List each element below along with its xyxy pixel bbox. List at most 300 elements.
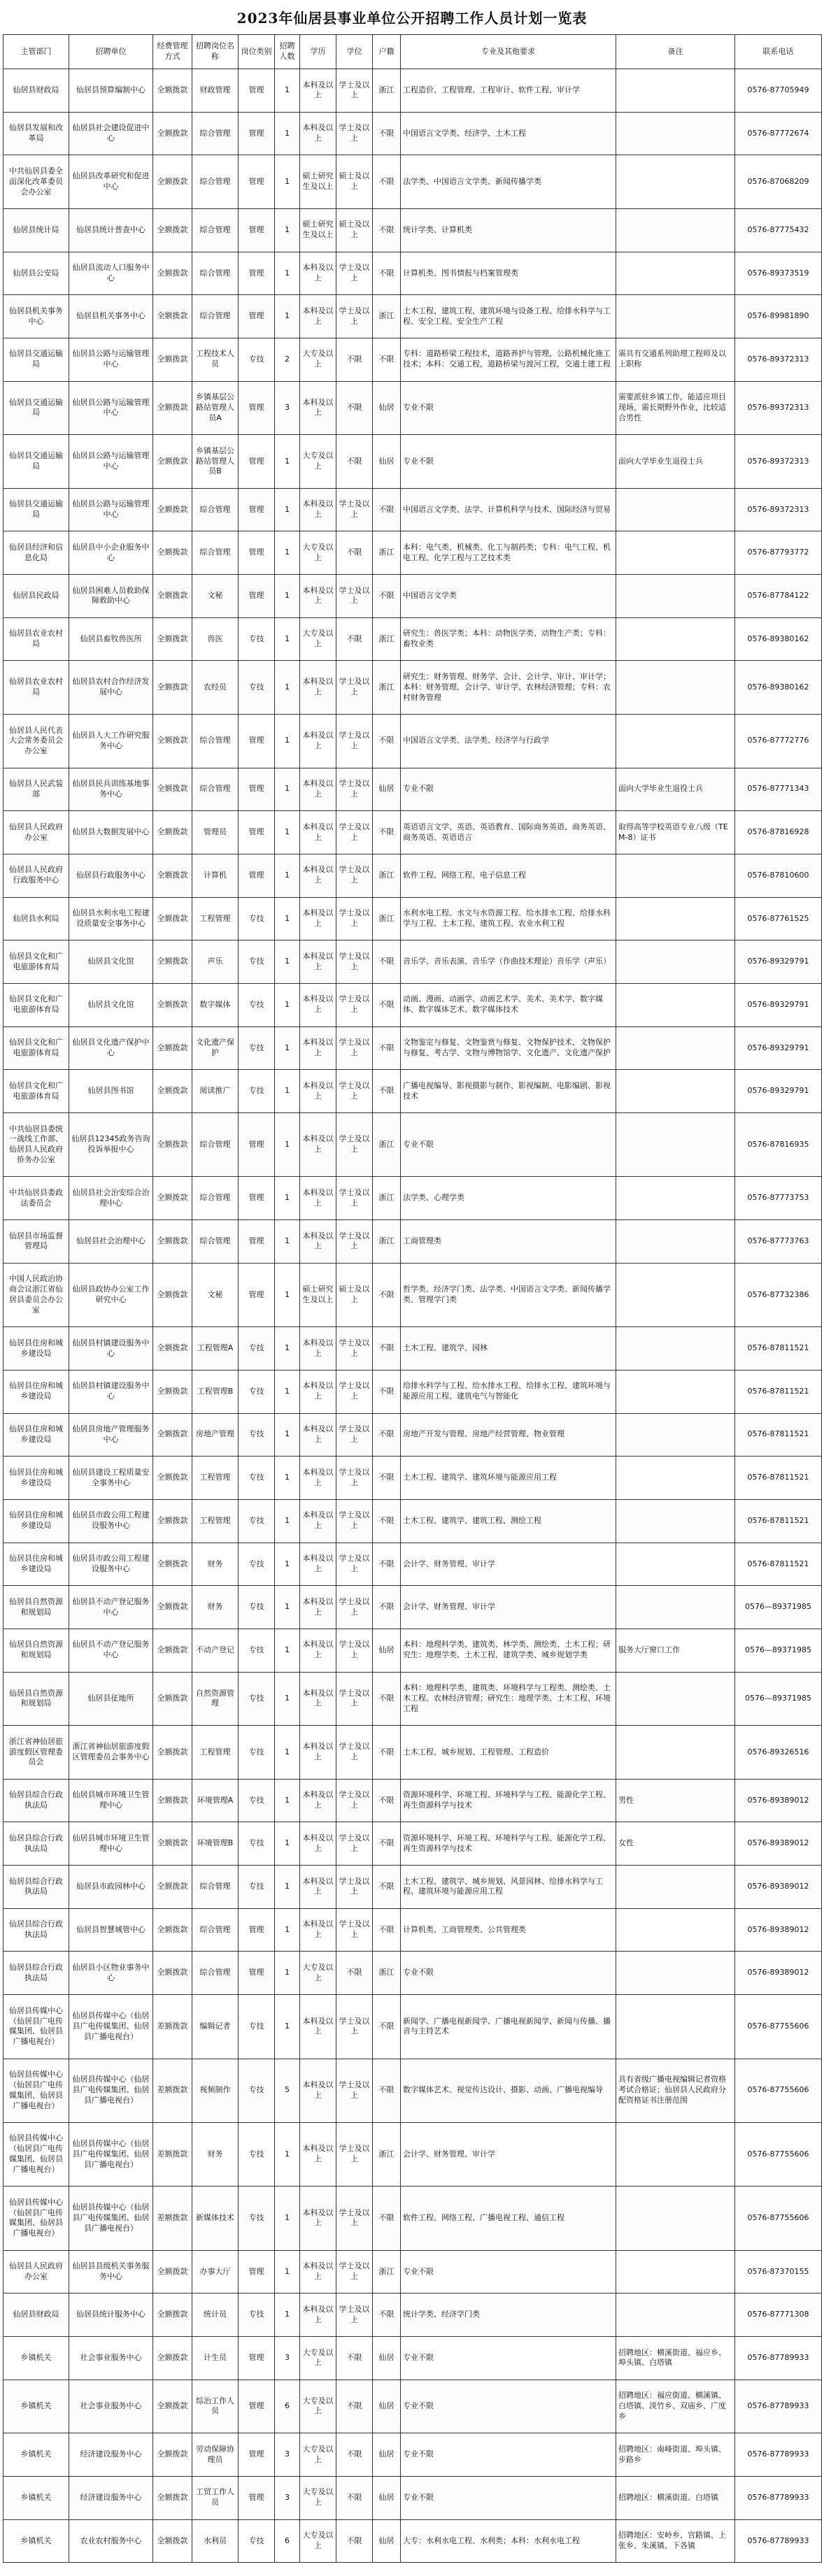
cell-count: 1 [275,897,300,940]
cell-dept: 仙居县经济和信息化局 [3,531,69,575]
cell-education: 本科及以上 [300,575,336,618]
table-row [3,2122,822,2186]
cell-category: 专技 [239,1822,275,1866]
cell-count: 1 [275,435,300,489]
cell-hukou: 浙江 [373,854,401,897]
cell-degree: 学士及以上 [336,811,373,854]
cell-remarks: 具有省级广播电视编辑记者资格考试合格证；仙居县人民政府分配资格证书注册范围 [616,2059,735,2122]
cell-category: 专技 [239,1070,275,1113]
cell-dept: 中共仙居县委统一战线工作部、仙居县人民政府侨务办公室 [3,1113,69,1177]
cell-requirements: 土木工程、建筑学、建筑环境与能源应用工程 [401,1457,616,1500]
cell-phone: 0576-89329791 [735,983,822,1026]
cell-dept: 仙居县交通运输局 [3,488,69,531]
recruitment-table [3,34,822,2563]
cell-position: 乡镇基层公路站管理人员B [192,435,239,489]
cell-phone: 0576-87789933 [735,2476,822,2519]
cell-count: 1 [275,575,300,618]
cell-position: 综合管理 [192,1113,239,1177]
cell-category: 专技 [239,338,275,381]
cell-requirements: 中国语言文学类、经济学、土木工程 [401,112,616,155]
cell-education: 本科及以上 [300,1327,336,1371]
table-row [3,1995,822,2059]
cell-degree: 不限 [336,381,373,435]
cell-hukou: 不限 [373,1779,401,1822]
table-row [3,1413,822,1457]
table-row [3,2380,822,2433]
cell-remarks [616,897,735,940]
cell-position: 综合管理 [192,252,239,295]
cell-remarks [616,1908,735,1952]
table-row [3,854,822,897]
cell-phone: 0576-87772674 [735,112,822,155]
cell-dept: 仙居县交通运输局 [3,435,69,489]
table-row [3,1952,822,1995]
cell-degree: 学士及以上 [336,1499,373,1543]
cell-funding: 全额拨款 [153,1586,192,1629]
cell-degree: 学士及以上 [336,1995,373,2059]
cell-degree: 学士及以上 [336,1629,373,1672]
header-row [3,35,822,69]
cell-remarks [616,1327,735,1371]
cell-degree: 硕士及以上 [336,208,373,252]
cell-degree: 学士及以上 [336,983,373,1026]
cell-education: 本科及以上 [300,295,336,338]
cell-hukou: 不限 [373,1822,401,1866]
cell-position: 综合管理 [192,1908,239,1952]
cell-hukou: 不限 [373,208,401,252]
table-row [3,1327,822,1371]
cell-unit: 仙居县政协办公室工作研究中心 [69,1263,153,1326]
cell-unit: 仙居县公路与运输管理中心 [69,338,153,381]
cell-count: 1 [275,295,300,338]
cell-dept: 仙居县住房和城乡建设局 [3,1457,69,1500]
cell-phone: 0576-87811521 [735,1457,822,1500]
cell-hukou: 不限 [373,488,401,531]
cell-category: 专技 [239,2122,275,2186]
cell-phone: 0576-87761525 [735,897,822,940]
cell-count: 1 [275,715,300,768]
cell-degree: 学士及以上 [336,1327,373,1371]
column-header-count: 招聘人数 [275,35,300,69]
cell-requirements: 统计学类、经济学门类 [401,2294,616,2337]
cell-remarks [616,1220,735,1264]
cell-education: 本科及以上 [300,1457,336,1500]
cell-phone: 0576-87793772 [735,531,822,575]
cell-hukou: 不限 [373,338,401,381]
cell-degree: 学士及以上 [336,1543,373,1586]
cell-dept: 仙居县市场监督管理局 [3,1220,69,1264]
cell-dept: 仙居县自然资源和规划局 [3,1586,69,1629]
cell-unit: 浙江省神仙居旅游度假区管理委员会事务中心 [69,1726,153,1780]
cell-hukou: 不限 [373,1866,401,1909]
cell-position: 综合管理 [192,1177,239,1220]
cell-position: 文秘 [192,1263,239,1326]
table-row [3,2519,822,2563]
cell-funding: 全额拨款 [153,811,192,854]
cell-dept: 仙居县交通运输局 [3,338,69,381]
cell-position: 工程管理 [192,1457,239,1500]
cell-dept: 仙居县人民政府行政服务中心 [3,854,69,897]
table-row [3,155,822,209]
cell-count: 1 [275,1220,300,1264]
table-row [3,208,822,252]
cell-remarks [616,252,735,295]
cell-education: 硕士研究生及以上 [300,1263,336,1326]
cell-funding: 全额拨款 [153,617,192,661]
cell-phone: 0576-89372313 [735,488,822,531]
cell-degree: 学士及以上 [336,575,373,618]
cell-unit: 仙居县村镇建设服务中心 [69,1327,153,1371]
cell-remarks: 需要派驻乡镇工作，能适应项目现场，需长期野外作业，比较适合男性 [616,381,735,435]
cell-funding: 全额拨款 [153,575,192,618]
cell-count: 1 [275,1070,300,1113]
cell-requirements: 文物鉴定与修复、文物鉴赏与修复、文物保护技术、文物保护与修复、考古学、文物与博物馆学、文化遗产、文化遗产保护 [401,1026,616,1070]
cell-count: 1 [275,1327,300,1371]
cell-requirements: 土木工程、城乡规划、工程管理、工程造价 [401,1726,616,1780]
cell-position: 财政管理 [192,69,239,113]
cell-dept: 仙居县综合行政执法局 [3,1779,69,1822]
cell-education: 本科及以上 [300,1370,336,1413]
cell-hukou: 不限 [373,2294,401,2337]
cell-unit: 仙居县改革研究和促进中心 [69,155,153,209]
cell-funding: 全额拨款 [153,1543,192,1586]
cell-degree: 不限 [336,2380,373,2433]
cell-unit: 仙居县不动产登记服务中心 [69,1629,153,1672]
cell-hukou: 仙居 [373,381,401,435]
cell-phone: 0576-87771343 [735,768,822,811]
cell-funding: 全额拨款 [153,1370,192,1413]
cell-remarks: 取得高等学校英语专业八级（TEM-8）证书 [616,811,735,854]
cell-unit: 仙居县文化遗产保护中心 [69,1026,153,1070]
cell-requirements: 中国语言文学类 [401,575,616,618]
cell-phone: 0576-87775432 [735,208,822,252]
cell-position: 计生员 [192,2337,239,2380]
cell-remarks [616,983,735,1026]
page-title: 2023年仙居县事业单位公开招聘工作人员计划一览表 [236,10,588,27]
table-row [3,1113,822,1177]
cell-dept: 中共仙居县委政法委员会 [3,1177,69,1220]
cell-funding: 全额拨款 [153,768,192,811]
cell-education: 大专及以上 [300,2433,336,2477]
cell-dept: 仙居县人民武装部 [3,768,69,811]
cell-phone: 0576—89371985 [735,1629,822,1672]
cell-remarks [616,1113,735,1177]
table-row [3,69,822,113]
cell-dept: 仙居县综合行政执法局 [3,1952,69,1995]
cell-degree: 学士及以上 [336,1026,373,1070]
table-row [3,715,822,768]
cell-remarks [616,1457,735,1500]
table-row [3,295,822,338]
cell-hukou: 浙江 [373,295,401,338]
cell-requirements: 会计学、财务管理、审计学 [401,1543,616,1586]
cell-category: 管理 [239,69,275,113]
cell-hukou: 不限 [373,1726,401,1780]
cell-requirements: 专业不限 [401,2250,616,2294]
cell-funding: 全额拨款 [153,1457,192,1500]
cell-unit: 仙居县不动产登记服务中心 [69,1586,153,1629]
cell-funding: 全额拨款 [153,295,192,338]
cell-count: 1 [275,661,300,715]
cell-hukou: 浙江 [373,531,401,575]
cell-funding: 全额拨款 [153,112,192,155]
cell-education: 大专及以上 [300,531,336,575]
cell-education: 本科及以上 [300,112,336,155]
cell-hukou: 仙居 [373,1629,401,1672]
table-row [3,2294,822,2337]
cell-funding: 差额拨款 [153,2122,192,2186]
cell-requirements: 专业不限 [401,381,616,435]
column-header-dept: 主管部门 [3,35,69,69]
cell-unit: 仙居县人大工作研究服务中心 [69,715,153,768]
cell-dept: 乡镇机关 [3,2519,69,2563]
cell-position: 综合管理 [192,208,239,252]
cell-requirements: 专业不限 [401,1113,616,1177]
cell-requirements: 哲学类、经济学门类、法学类、中国语言文学类、新闻传播学类、管理学门类 [401,1263,616,1326]
cell-education: 本科及以上 [300,1413,336,1457]
column-header-unit: 招聘单位 [69,35,153,69]
table-row [3,983,822,1026]
table-row [3,488,822,531]
cell-count: 1 [275,768,300,811]
cell-education: 本科及以上 [300,488,336,531]
cell-count: 1 [275,112,300,155]
cell-remarks [616,1952,735,1995]
cell-phone: 0576-89389012 [735,1822,822,1866]
cell-requirements: 专业不限 [401,435,616,489]
cell-hukou: 不限 [373,1070,401,1113]
cell-funding: 全额拨款 [153,2337,192,2380]
cell-requirements: 计算机类、图书情报与档案管理类 [401,252,616,295]
cell-remarks [616,940,735,984]
cell-hukou: 仙居 [373,435,401,489]
cell-phone: 0576-87771308 [735,2294,822,2337]
cell-funding: 全额拨款 [153,715,192,768]
cell-unit: 仙居县建设工程质量安全事务中心 [69,1457,153,1500]
cell-count: 1 [275,1370,300,1413]
cell-funding: 全额拨款 [153,1413,192,1457]
cell-requirements: 土木工程、建筑工程、建筑环境与设备工程、给排水科学与工程、安全工程、安全生产工程 [401,295,616,338]
cell-position: 兽医 [192,617,239,661]
cell-degree: 学士及以上 [336,112,373,155]
cell-phone: 0576-87810600 [735,854,822,897]
cell-hukou: 浙江 [373,617,401,661]
cell-remarks: 需具有交通系列助理工程师及以上职称 [616,338,735,381]
cell-remarks [616,112,735,155]
cell-unit: 仙居县社会治理中心 [69,1220,153,1264]
cell-funding: 全额拨款 [153,940,192,984]
column-header-hukou: 户籍 [373,35,401,69]
cell-funding: 全额拨款 [153,155,192,209]
cell-phone: 0576-89329791 [735,1026,822,1070]
cell-hukou: 浙江 [373,1177,401,1220]
cell-dept: 乡镇机关 [3,2476,69,2519]
cell-category: 管理 [239,2250,275,2294]
table-row [3,1726,822,1780]
cell-requirements: 会计学、财务管理、审计学 [401,2122,616,2186]
cell-phone: 0576-89329791 [735,940,822,984]
cell-position: 统计员 [192,2294,239,2337]
cell-funding: 全额拨款 [153,1672,192,1726]
cell-phone: 0576-87811521 [735,1413,822,1457]
cell-degree: 不限 [336,617,373,661]
cell-category: 管理 [239,854,275,897]
cell-count: 1 [275,854,300,897]
cell-phone: 0576-87816935 [735,1113,822,1177]
cell-remarks [616,661,735,715]
cell-degree: 不限 [336,531,373,575]
table-row [3,617,822,661]
cell-unit: 仙居县文化馆 [69,940,153,984]
cell-degree: 不限 [336,2476,373,2519]
cell-category: 管理 [239,1263,275,1326]
cell-position: 自然资源管理 [192,1672,239,1726]
table-row [3,1499,822,1543]
cell-requirements: 大专：水利水电工程、水利类；本科：水利水电工程 [401,2519,616,2563]
table-row [3,1543,822,1586]
cell-education: 本科及以上 [300,2122,336,2186]
cell-funding: 全额拨款 [153,2294,192,2337]
table-row [3,1908,822,1952]
cell-count: 1 [275,1952,300,1995]
cell-unit: 仙居县房地产管理服务中心 [69,1413,153,1457]
cell-dept: 仙居县统计局 [3,208,69,252]
cell-position: 水利员 [192,2519,239,2563]
cell-hukou: 仙居 [373,768,401,811]
cell-unit: 社会事业服务中心 [69,2337,153,2380]
cell-phone: 0576-89380162 [735,617,822,661]
column-header-position: 招聘岗位名称 [192,35,239,69]
cell-remarks: 男性 [616,1779,735,1822]
cell-unit: 农业农村服务中心 [69,2519,153,2563]
cell-remarks [616,295,735,338]
cell-position: 房地产管理 [192,1413,239,1457]
cell-count: 1 [275,1908,300,1952]
cell-funding: 全额拨款 [153,854,192,897]
cell-dept: 仙居县民政局 [3,575,69,618]
cell-degree: 学士及以上 [336,2059,373,2122]
cell-funding: 全额拨款 [153,1113,192,1177]
cell-unit: 仙居县12345政务咨询投诉举报中心 [69,1113,153,1177]
cell-requirements: 土木工程、建筑学、园林 [401,1327,616,1371]
table-row [3,1370,822,1413]
cell-dept: 仙居县文化和广电旅游体育局 [3,983,69,1026]
cell-dept: 仙居县住房和城乡建设局 [3,1499,69,1543]
cell-funding: 全额拨款 [153,1629,192,1672]
cell-phone: 0576-87773753 [735,1177,822,1220]
cell-unit: 仙居县传媒中心（仙居县广电传媒集团、仙居县广播电视台） [69,2059,153,2122]
cell-phone: 0576-89329791 [735,1070,822,1113]
cell-hukou: 不限 [373,1586,401,1629]
cell-category: 专技 [239,617,275,661]
cell-count: 1 [275,811,300,854]
table-row [3,940,822,984]
cell-dept: 仙居县传媒中心（仙居县广电传媒集团、仙居县广播电视台） [3,2187,69,2250]
cell-dept: 仙居县发展和改革局 [3,112,69,155]
cell-phone: 0576-87811521 [735,1327,822,1371]
cell-requirements: 法学类、心理学类 [401,1177,616,1220]
cell-dept: 仙居县文化和广电旅游体育局 [3,1026,69,1070]
cell-dept: 仙居县机关事务中心 [3,295,69,338]
cell-count: 1 [275,1995,300,2059]
cell-category: 专技 [239,897,275,940]
cell-hukou: 浙江 [373,69,401,113]
cell-category: 管理 [239,252,275,295]
cell-phone: 0576-87705949 [735,69,822,113]
cell-count: 1 [275,531,300,575]
cell-education: 大专及以上 [300,2380,336,2433]
cell-position: 综合管理 [192,715,239,768]
table-row [3,811,822,854]
cell-requirements: 新闻学、广播电视新闻学、广播电视新闻学、新闻与传播、播音与主持艺术 [401,1995,616,2059]
table-row [3,2250,822,2294]
cell-dept: 仙居县自然资源和规划局 [3,1672,69,1726]
cell-requirements: 专业不限 [401,2433,616,2477]
cell-degree: 学士及以上 [336,295,373,338]
cell-count: 1 [275,1543,300,1586]
cell-education: 本科及以上 [300,940,336,984]
cell-unit: 仙居县小区物业事务中心 [69,1952,153,1995]
cell-remarks [616,1543,735,1586]
cell-position: 综合管理 [192,768,239,811]
cell-requirements: 数字媒体艺术、视觉传达设计、摄影、动画、广播电视编导 [401,2059,616,2122]
cell-degree: 学士及以上 [336,2122,373,2186]
cell-degree: 学士及以上 [336,1822,373,1866]
cell-count: 3 [275,381,300,435]
cell-count: 1 [275,208,300,252]
cell-category: 专技 [239,1026,275,1070]
cell-degree: 学士及以上 [336,661,373,715]
cell-hukou: 不限 [373,715,401,768]
cell-dept: 仙居县综合行政执法局 [3,1866,69,1909]
cell-phone: 0576-87784122 [735,575,822,618]
cell-education: 本科及以上 [300,768,336,811]
cell-requirements: 英语语言文学、英语、英语教育、国际商务英语、商务英语、商务英语、英语语言 [401,811,616,854]
cell-count: 1 [275,2122,300,2186]
cell-requirements: 本科：地理科学类、建筑类、林学类、测绘类、土木工程；研究生：地理学类、土木工程、建筑学类、城乡规划学类 [401,1629,616,1672]
cell-degree: 不限 [336,2337,373,2380]
cell-hukou: 仙居 [373,2337,401,2380]
cell-education: 本科及以上 [300,1995,336,2059]
cell-unit: 仙居县民兵训练基地事务中心 [69,768,153,811]
cell-hukou: 浙江 [373,2250,401,2294]
cell-dept: 浙江省神仙居旅游度假区管理委员会 [3,1726,69,1780]
cell-degree: 学士及以上 [336,1070,373,1113]
cell-education: 硕士研究生及以上 [300,208,336,252]
cell-position: 工程技术人员 [192,338,239,381]
cell-remarks [616,1370,735,1413]
cell-requirements: 水利水电工程、水文与水资源工程、给水排水工程、给排水科学与工程、土木工程、建筑工程、农业水利工程 [401,897,616,940]
cell-unit: 社会事业服务中心 [69,2380,153,2433]
cell-position: 综合管理 [192,1952,239,1995]
cell-count: 1 [275,1586,300,1629]
cell-requirements: 给排水科学与工程、给水排水工程、给排水工程、建筑环境与能源应用工程、建筑电气与智能化 [401,1370,616,1413]
cell-funding: 全额拨款 [153,381,192,435]
cell-category: 管理 [239,1952,275,1995]
table-row [3,2476,822,2519]
cell-dept: 仙居县传媒中心（仙居县广电传媒集团、仙居县广播电视台） [3,2059,69,2122]
cell-degree: 不限 [336,1952,373,1995]
cell-dept: 仙居县住房和城乡建设局 [3,1327,69,1371]
cell-requirements: 专科：道路桥梁工程技术，道路养护与管理，公路机械化施工技术；本科：交通工程，道路桥梁与渡河工程，交通土建工程 [401,338,616,381]
cell-hukou: 不限 [373,252,401,295]
cell-hukou: 仙居 [373,2433,401,2477]
cell-category: 管理 [239,2380,275,2433]
cell-unit: 仙居县市政公用工程建设服务中心 [69,1543,153,1586]
cell-requirements: 工商管理类 [401,1220,616,1264]
cell-count: 1 [275,940,300,984]
cell-category: 管理 [239,1220,275,1264]
